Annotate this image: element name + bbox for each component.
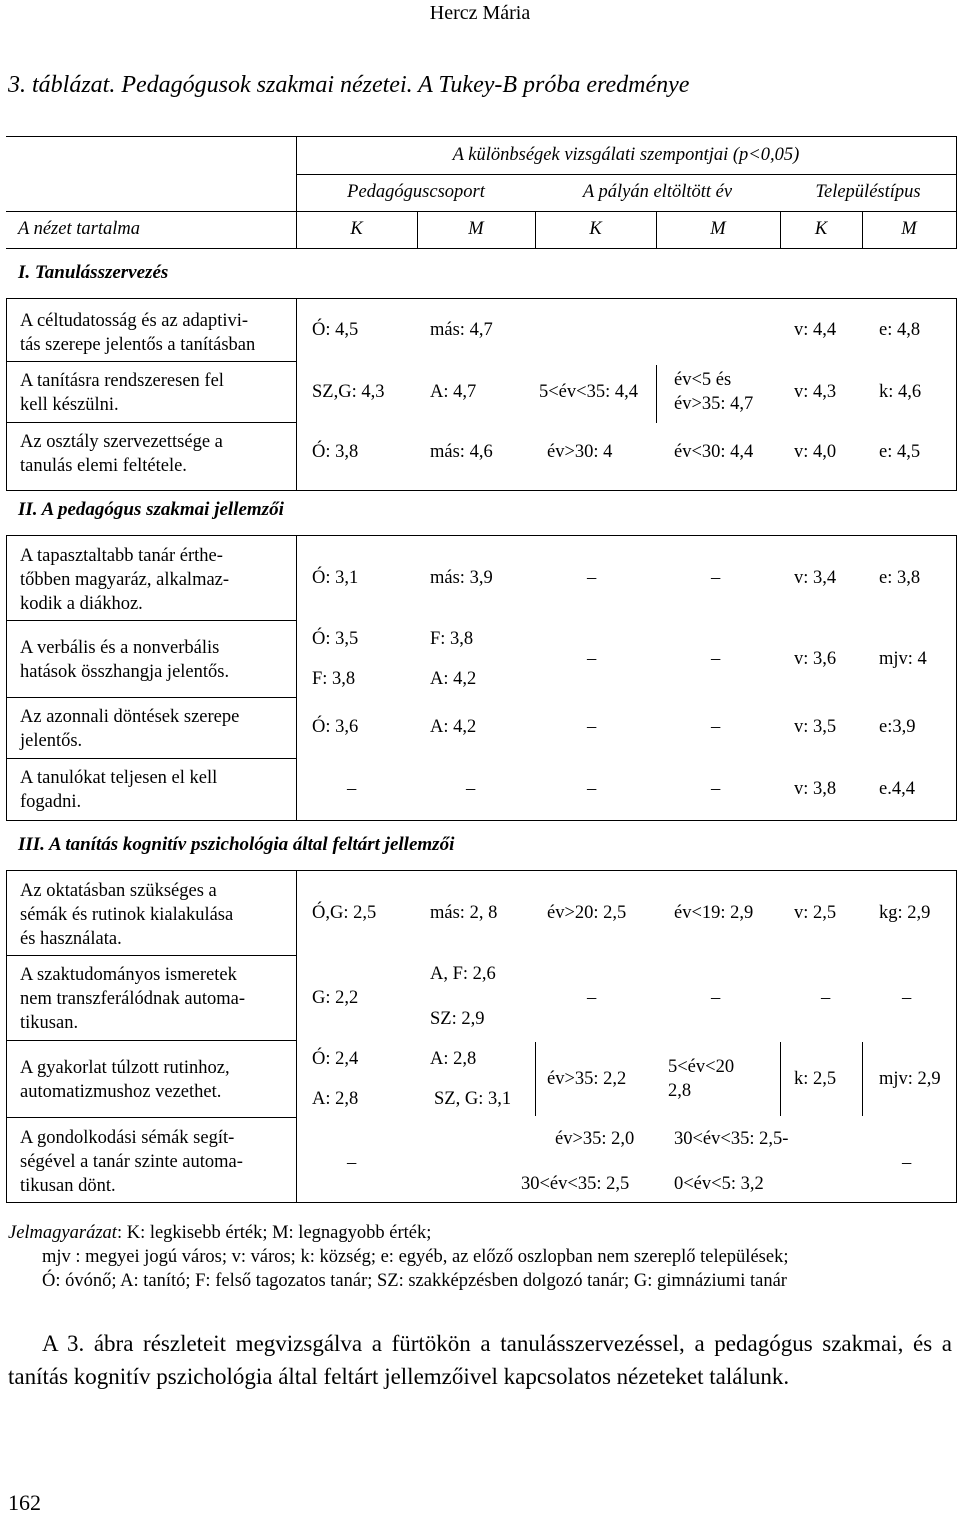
cell: év>35: 2,2 (547, 1069, 627, 1089)
row-label: A tapasztaltabb tanár érthe- tőbben magyaráz, alkalmaz- kodik a diákhoz. (20, 546, 230, 614)
cell: 30<év<35: 2,5- (674, 1129, 789, 1149)
cell: v: 2,5 (794, 903, 837, 923)
cell: év<30: 4,4 (674, 442, 754, 462)
cell: – (347, 779, 357, 799)
cell: e:3,9 (879, 717, 916, 737)
cell: v: 3,6 (794, 649, 837, 669)
cell: – (711, 779, 721, 799)
cell: év>30: 4 (547, 442, 613, 462)
cell: G: 2,2 (312, 988, 359, 1008)
cell: Ó,G: 2,5 (312, 903, 377, 923)
cell: Ó: 3,6 (312, 717, 359, 737)
cell: e: 4,5 (879, 442, 921, 462)
legend-line: mjv : megyei jogú város; v: város; k: község; e: egyéb, az előző oszlopban nem szereplő települések; (42, 1247, 789, 1267)
cell: – (711, 649, 721, 669)
cell: SZ, G: 3,1 (434, 1089, 512, 1109)
km-m2: M (710, 219, 726, 239)
cell: más: 4,6 (430, 442, 493, 462)
cell: A: 4,2 (430, 717, 477, 737)
cell: más: 2, 8 (430, 903, 498, 923)
cell: év>35: 2,0 (555, 1129, 635, 1149)
row-header: A nézet tartalma (18, 219, 140, 239)
cell: kg: 2,9 (879, 903, 931, 923)
cell: – (466, 779, 476, 799)
cell: SZ: 2,9 (430, 1009, 485, 1029)
section-title: III. A tanítás kognitív pszichológia által feltárt jellemzői (18, 834, 455, 855)
running-header: Hercz Mária (429, 2, 531, 24)
cell: 2,8 (668, 1081, 692, 1101)
cell: – (347, 1153, 357, 1173)
cell: SZ,G: 4,3 (312, 382, 385, 402)
cell: más: 4,7 (430, 320, 493, 340)
cell: v: 3,5 (794, 717, 837, 737)
cell: k: 2,5 (794, 1069, 837, 1089)
cell: F: 3,8 (430, 629, 474, 649)
cell: mjv: 4 (879, 649, 927, 669)
cell: Ó: 3,8 (312, 442, 359, 462)
row-label: Az osztály szervezettsége a tanulás elemi feltétele. (20, 432, 223, 476)
cell: – (711, 988, 721, 1008)
cell: év>20: 2,5 (547, 903, 627, 923)
row-label: A gyakorlat túlzott rutinhoz, automatizmushoz vezethet. (20, 1058, 230, 1102)
body-paragraph: A 3. ábra részleteit megvizsgálva a fürtökön a tanulásszervezéssel, a pedagógus szakmai, és a tanítás kognitív pszichológia által feltárt jellemzőivel kapcsolatos nézeteket találunk. (8, 1331, 952, 1389)
cell: e: 3,8 (879, 568, 921, 588)
cell: 5<év<20 (668, 1057, 735, 1077)
cell: más: 3,9 (430, 568, 493, 588)
cell: A: 2,8 (312, 1089, 359, 1109)
group-header-telepules: Településtípus (815, 182, 921, 202)
cell: A, F: 2,6 (430, 964, 496, 984)
cell: mjv: 2,9 (879, 1069, 941, 1089)
km-m1: M (468, 219, 484, 239)
cell: Ó: 3,1 (312, 568, 359, 588)
row-label: A tanulókat teljesen el kell fogadni. (20, 768, 218, 812)
cell: év>35: 4,7 (674, 394, 754, 414)
cell: A: 4,7 (430, 382, 477, 402)
cell: v: 4,0 (794, 442, 837, 462)
cell: év<19: 2,9 (674, 903, 754, 923)
cell: Ó: 4,5 (312, 320, 359, 340)
cell: v: 4,4 (794, 320, 837, 340)
row-label: A verbális és a nonverbális hatások összhangja jelentős. (20, 638, 230, 682)
km-k1: K (350, 219, 363, 239)
cell: k: 4,6 (879, 382, 922, 402)
cell: 30<év<35: 2,5 (521, 1174, 630, 1194)
cell: év<5 és (674, 370, 732, 390)
km-m3: M (901, 219, 917, 239)
cell: – (711, 568, 721, 588)
cell: – (711, 717, 721, 737)
cell: v: 3,8 (794, 779, 837, 799)
cell: – (587, 988, 597, 1008)
legend-line: Ó: óvónő; A: tanító; F: felső tagozatos tanár; SZ: szakképzésben dolgozó tanár; G: gimnáziumi tanár (42, 1271, 787, 1291)
cell: – (587, 649, 597, 669)
row-label: Az oktatásban szükséges a sémák és rutinok kialakulása és használata. (20, 881, 234, 949)
row-label: Az azonnali döntések szerepe jelentős. (20, 707, 240, 751)
cell: – (587, 568, 597, 588)
cell: 0<év<5: 3,2 (674, 1174, 764, 1194)
super-header: A különbségek vizsgálati szempontjai (p<0,05) (452, 145, 800, 165)
cell: A: 4,2 (430, 669, 477, 689)
cell: – (902, 988, 912, 1008)
row-label: A gondolkodási sémák segít- ségével a tanár szinte automa- tikusan dönt. (20, 1128, 243, 1196)
km-k3: K (814, 219, 828, 239)
km-k2: K (589, 219, 602, 239)
cell: e.4,4 (879, 779, 915, 799)
cell: A: 2,8 (430, 1049, 477, 1069)
row-label: A szaktudományos ismeretek nem transzferálódnak automa- tikusan. (20, 965, 245, 1033)
cell: v: 4,3 (794, 382, 837, 402)
cell: F: 3,8 (312, 669, 356, 689)
cell: 5<év<35: 4,4 (539, 382, 638, 402)
cell: e: 4,8 (879, 320, 921, 340)
cell: – (821, 988, 831, 1008)
section-title: I. Tanulásszervezés (18, 262, 169, 283)
row-label: A tanításra rendszeresen fel kell készülni. (20, 371, 224, 415)
cell: Ó: 3,5 (312, 629, 359, 649)
row-label: A céltudatosság és az adaptivi- tás szerepe jelentős a tanításban (20, 311, 256, 355)
cell: – (902, 1153, 912, 1173)
section-title: II. A pedagógus szakmai jellemzői (18, 499, 284, 520)
cell: Ó: 2,4 (312, 1049, 359, 1069)
cell: – (587, 779, 597, 799)
cell: v: 3,4 (794, 568, 837, 588)
cell: – (587, 717, 597, 737)
group-header-pedagoguscsoport: Pedagóguscsoport (347, 182, 485, 202)
table-caption: 3. táblázat. Pedagógusok szakmai nézetei. A Tukey-B próba eredménye (8, 72, 690, 98)
legend-line: Jelmagyarázat: K: legkisebb érték; M: legnagyobb érték; (8, 1223, 432, 1243)
page-number: 162 (8, 1490, 41, 1515)
group-header-palyan: A pályán eltöltött év (582, 182, 733, 202)
